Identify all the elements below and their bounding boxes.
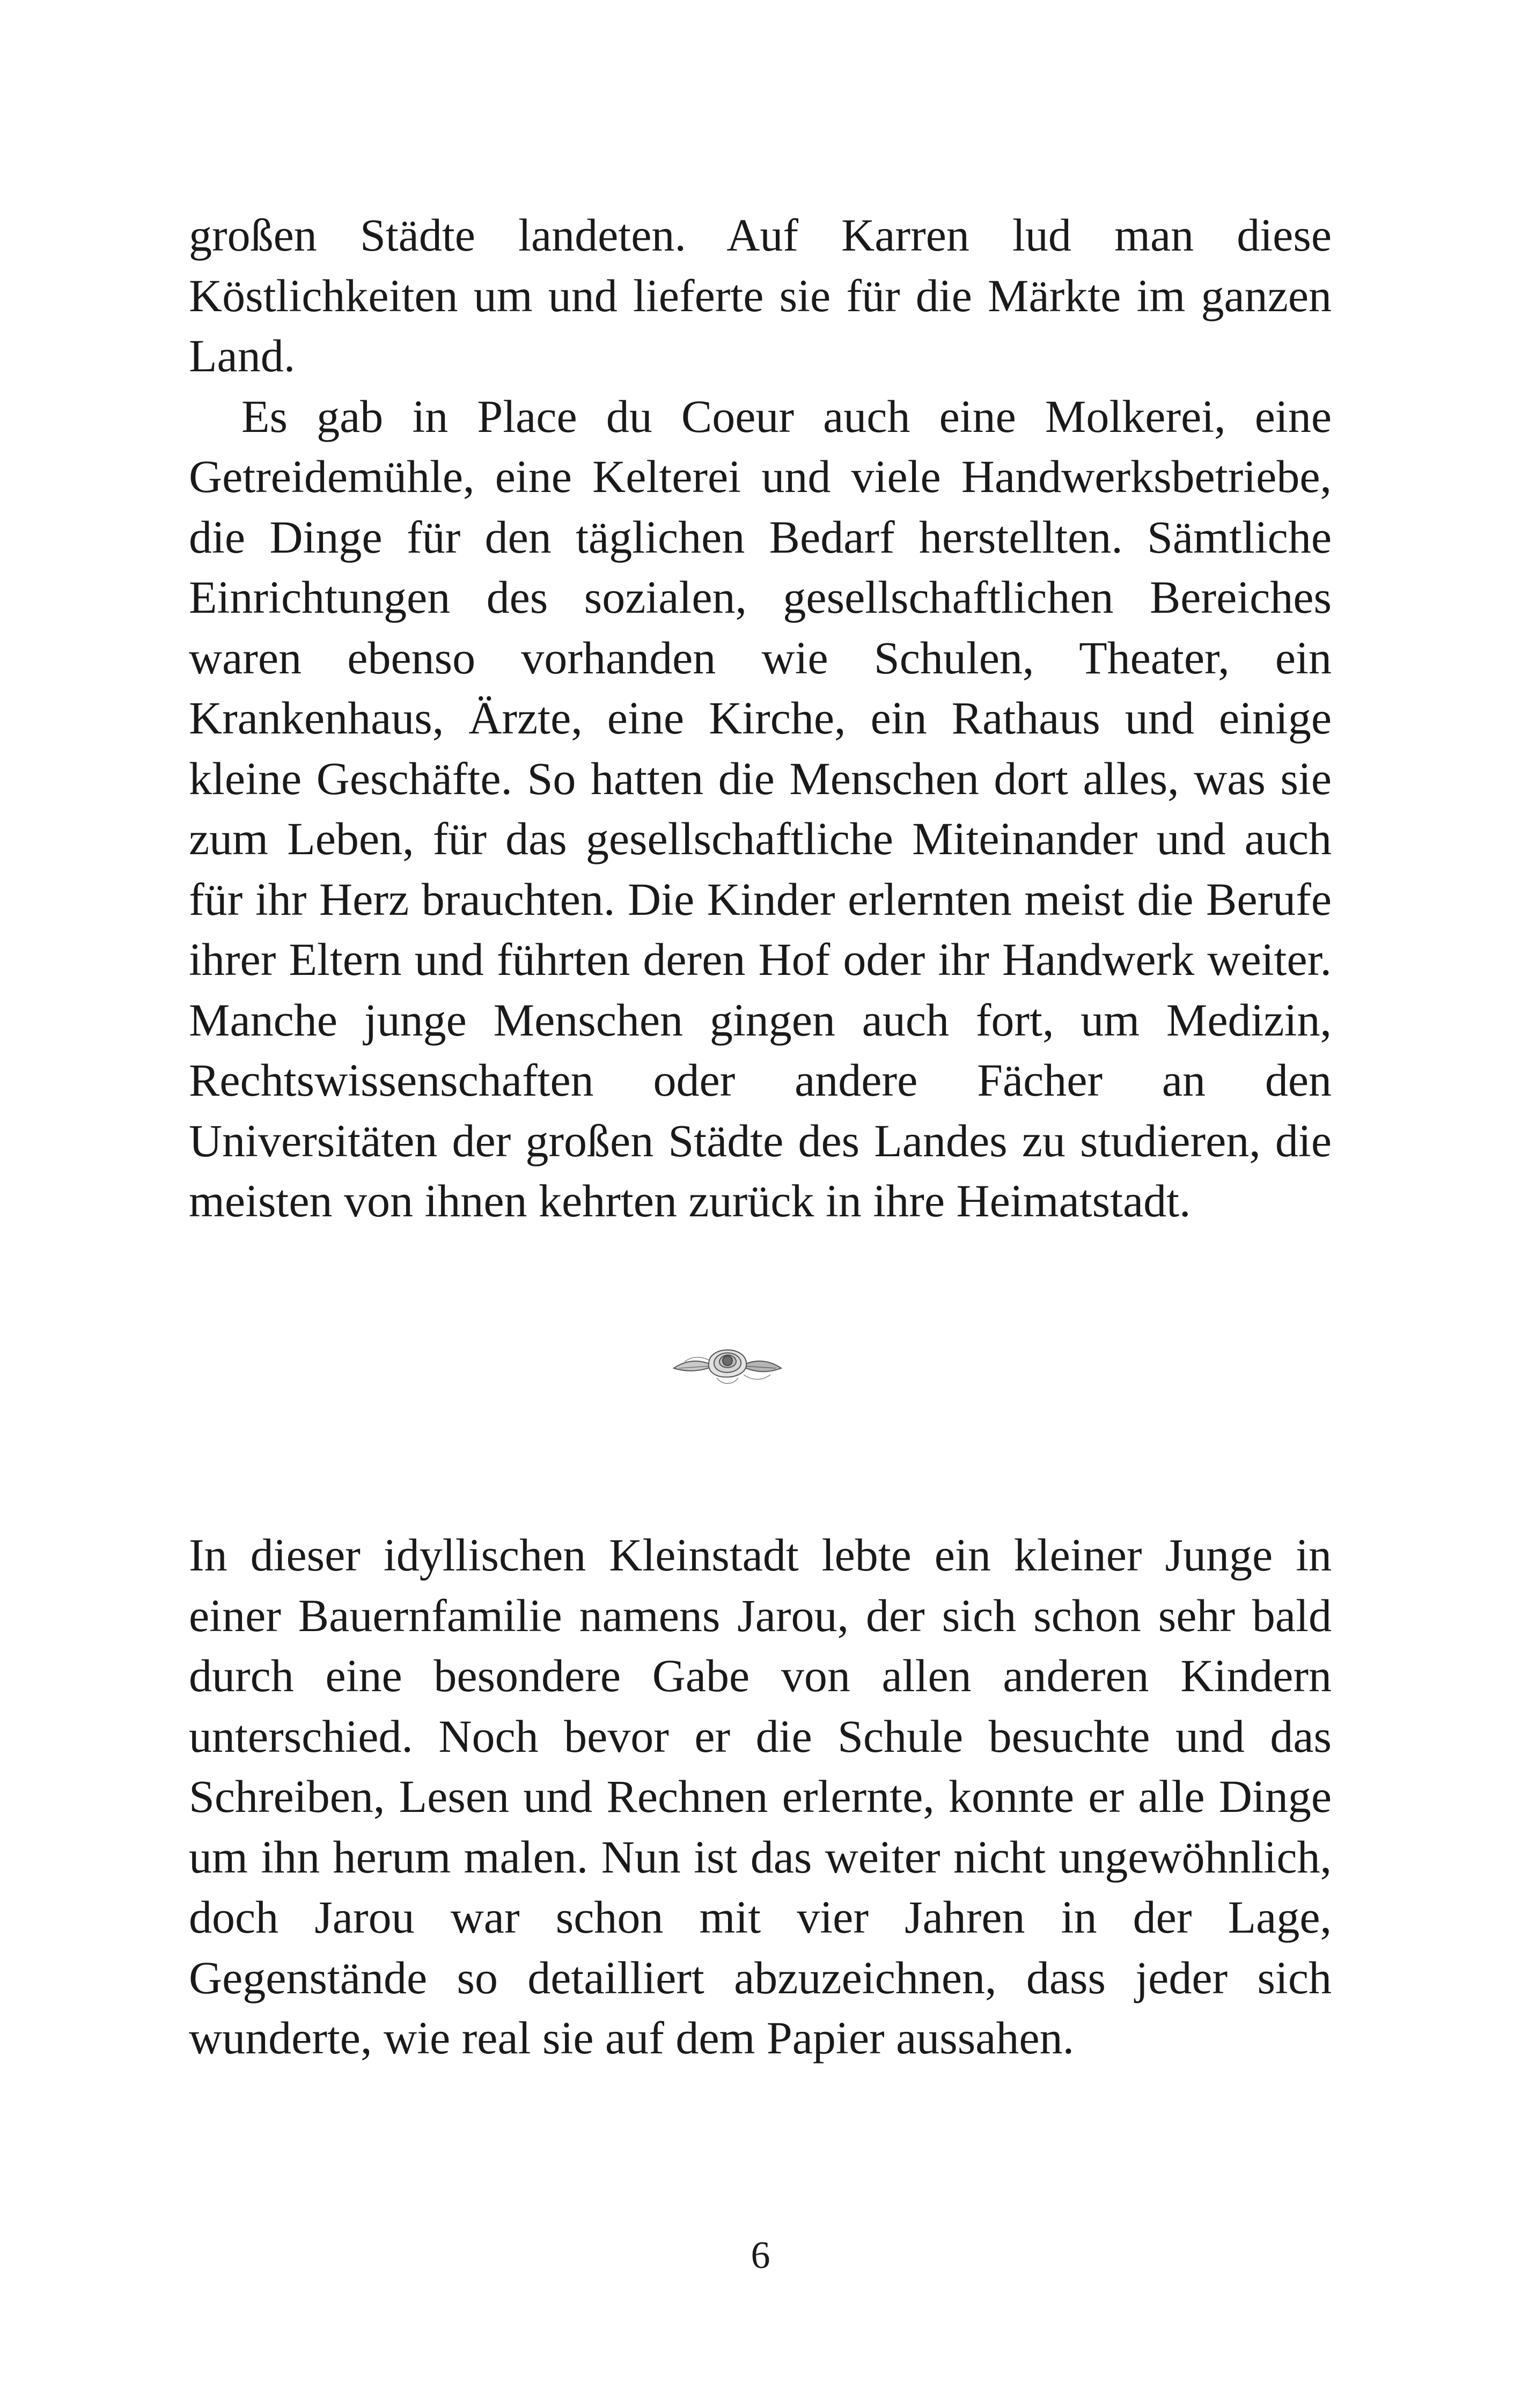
- page-number: 6: [751, 2234, 770, 2277]
- rose-ornament-icon: [663, 1330, 792, 1405]
- paragraph-continuation: großen Städte landeten. Auf Karren lud man diese Köstlichkeiten um und lieferte sie für die Märkte im ganzen Land.: [189, 209, 1332, 381]
- paragraph-place-du-coeur: Es gab in Place du Coeur auch eine Molkerei, eine Getreidemühle, eine Kelterei und viele Handwerksbetriebe, die Dinge für den täglichen Bedarf herstellten. Sämtliche Einrichtungen des sozialen, gesellschaftlichen Bereiches waren ebenso vorhanden wie Schulen, Theater, ein Krankenhaus, Ärzte, eine Kirche, ein Rathaus und einige kleine Geschäfte. So hatten die Menschen dort alles, was sie zum Leben, für das gesellschaftliche Miteinander und auch für ihr Herz brauchten. Die Kinder erlernten meist die Berufe ihrer Eltern und führten deren Hof oder ihr Handwerk weiter. Manche junge Menschen gingen auch fort, um Medizin, Rechtswissenschaften oder andere Fächer an den Universitäten der großen Städte des Landes zu studieren, die meisten von ihnen kehrten zurück in ihre Heimatstadt.: [189, 390, 1332, 1227]
- paragraph-jarou: In dieser idyllischen Kleinstadt lebte ein kleiner Junge in einer Bauernfamilie namens Jarou, der sich schon sehr bald durch eine besondere Gabe von allen anderen Kindern unterschied. Noch bevor er die Schule besuchte und das Schreiben, Lesen und Rechnen erlernte, konnte er alle Dinge um ihn herum malen. Nun ist das weiter nicht ungewöhnlich, doch Jarou war schon mit vier Jahren in der Lage, Gegenstände so detailliert abzuzeichnen, dass jeder sich wunderte, wie real sie auf dem Papier aussahen.: [189, 1529, 1332, 2064]
- text-block-bottom: [189, 1525, 1332, 2068]
- text-block-top: [189, 205, 1332, 1231]
